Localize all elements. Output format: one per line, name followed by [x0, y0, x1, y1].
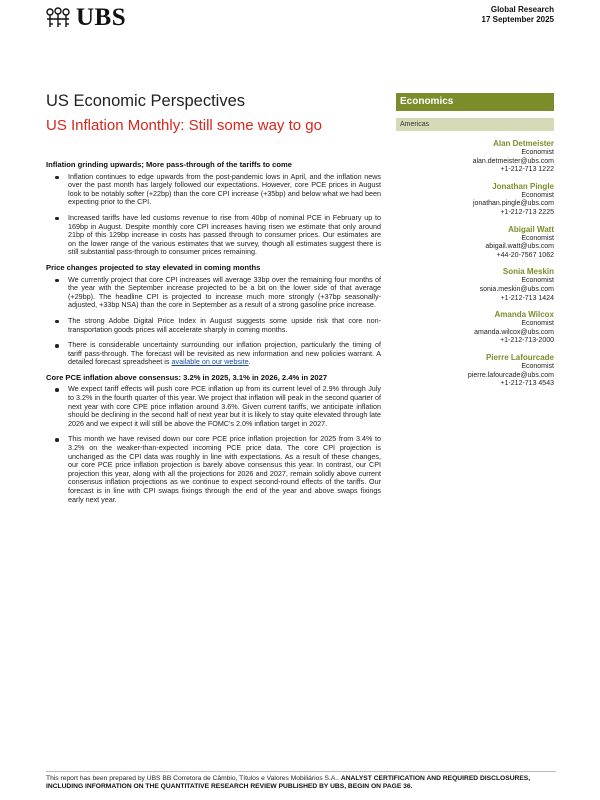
- analyst-phone: +1-212-713 4543: [500, 380, 554, 388]
- bullet-text: There is considerable uncertainty surrounding our inflation projection, particularly the timing of tariff pass-through. The forecast will be revisited as new information and new policies warrant. A detailed forecast spreadsheet is: [68, 340, 381, 367]
- analyst-name: Amanda Wilcox: [494, 310, 554, 320]
- bullet-item: We expect tariff effects will push core PCE inflation up from its current level of 2.9% through July to 3.2% in the fourth quarter of this year. We project that inflation will peak in the second quarter of next year with core CPE price inflation around 3.6%. Given current tariffs, we anticipate inflation should be declining in the second half of next year but it is likely to stay quite elevated through late 2026 and we expect it will still be above the FOMC's 2.0% inflation target in 2027.: [46, 385, 381, 428]
- bullet-item: This month we have revised down our core PCE price inflation projection for 2025 from 3.4% to 3.2% on the weaker-than-expected incoming PCE price data. The core CPI projection is unchanged as the CPI data was roughly in line with expectations. As a result of these changes, our core PCE price inflation projection is barely above consensus this year. In contrast, our CPI projection this year, along with all the projections for 2026 and 2027, remain solidly above current consensus inflation projections as we continue to expect second-round effects of the tariffs. Our forecast is in line with CPI swaps fixings through the end of the year and above swaps fixings early next year.: [46, 435, 381, 504]
- bullet-item: Inflation continues to edge upwards from the post-pandemic lows in April, and the inflation news over the past month has largely followed our expectations. However, core PCE prices in August look to be notably softer (+22bp) than the core CPI increase (+35bp) and below what we had been expecting prior to the CPI.: [46, 173, 381, 207]
- ubs-logo: [44, 4, 126, 32]
- analyst-email[interactable]: amanda.wilcox@ubs.com: [474, 328, 554, 336]
- analyst-name: Sonia Meskin: [502, 267, 554, 277]
- bullet-end: .: [248, 357, 251, 367]
- analyst-email[interactable]: alan.detmeister@ubs.com: [472, 157, 554, 165]
- analyst-phone: +1-212-713-2000: [500, 337, 554, 345]
- website-link[interactable]: available on our website: [171, 357, 249, 367]
- analyst-role: Economist: [521, 320, 554, 328]
- analyst-role: Economist: [521, 149, 554, 156]
- section-tag: Economics: [396, 93, 554, 111]
- analyst-card: [394, 267, 554, 303]
- analyst-name: Abigail Watt: [508, 224, 554, 234]
- analyst-email[interactable]: sonia.meskin@ubs.com: [479, 285, 554, 293]
- bullet-list: [46, 173, 381, 257]
- analyst-phone: +1-212-713 2225: [500, 208, 554, 216]
- analyst-card: [394, 353, 554, 389]
- report-header: [482, 5, 555, 25]
- series-title: US Economic Perspectives: [46, 92, 245, 110]
- analyst-email[interactable]: abigail.watt@ubs.com: [485, 243, 554, 251]
- footer-disclosure: ANALYST CERTIFICATION AND REQUIRED DISCLOSURES, INCLUDING INFORMATION ON THE QUANTITATIVE RESEARCH REVIEW PUBLISHED BY UBS, BEGIN ON PAGE 36.: [46, 775, 531, 791]
- analyst-name: Jonathan Pingle: [492, 181, 554, 191]
- bullet-list: [46, 276, 381, 367]
- report-date: 17 September 2025: [481, 15, 554, 24]
- analyst-name: Alan Detmeister: [493, 139, 554, 148]
- section-heading: Inflation grinding upwards; More pass-through of the tariffs to come: [46, 160, 292, 169]
- analyst-role: Economist: [521, 234, 554, 242]
- analyst-phone: +44-20-7567 1062: [496, 251, 554, 259]
- brand-name: UBS: [76, 4, 127, 31]
- analyst-role: Economist: [521, 362, 554, 370]
- analyst-list: [394, 139, 554, 396]
- analyst-name: Pierre Lafourcade: [485, 352, 554, 362]
- analyst-email[interactable]: jonathan.pingle@ubs.com: [472, 200, 554, 208]
- keys-logo-icon: [44, 7, 72, 29]
- region-tag: Americas: [396, 118, 554, 131]
- bullet-list: [46, 385, 381, 504]
- analyst-role: Economist: [521, 277, 554, 285]
- report-body: [46, 161, 381, 511]
- bullet-item: [46, 341, 381, 367]
- disclosure-footer: [46, 771, 556, 791]
- bullet-item: The strong Adobe Digital Price Index in August suggests some upside risk that core non-transportation goods prices will accelerate sharply in coming months.: [46, 317, 381, 334]
- analyst-card: [394, 182, 554, 218]
- analyst-phone: +1-212-713 1222: [500, 166, 554, 174]
- analyst-card: [394, 139, 554, 175]
- report-subtitle: US Inflation Monthly: Still some way to go: [46, 117, 322, 134]
- bullet-item: Increased tariffs have led customs revenue to rise from 40bp of nominal PCE in February up to 169bp in August. Despite monthly core CPI increases having risen we estimate that only around 21bp of this 129bp increase in costs has passed through to consumer prices. Our estimates are on the lower range of the various estimates that we survey, though all estimates suggest there is still substantial pass-through to consumer prices remaining.: [46, 214, 381, 257]
- analyst-card: [394, 310, 554, 346]
- analyst-card: [394, 225, 554, 261]
- analyst-email[interactable]: pierre.lafourcade@ubs.com: [467, 371, 554, 379]
- section-heading: Price changes projected to stay elevated in coming months: [46, 262, 261, 272]
- section-heading: Core PCE inflation above consensus: 3.2% in 2025, 3.1% in 2026, 2.4% in 2027: [46, 372, 328, 382]
- research-label: Global Research: [490, 5, 554, 14]
- analyst-role: Economist: [521, 191, 554, 199]
- bullet-item: We currently project that core CPI increases will average 33bp over the remaining four months of the year with the September increase projected to be a bit on the lower side of that average (+29bp). The headline CPI is projected to increase much more strongly (+37bp seasonally-adjusted, +33bp NSA) than the core in September as a result of a strong gasoline price increase.: [46, 276, 381, 310]
- analyst-phone: +1-212-713 1424: [500, 294, 554, 302]
- footer-prefix: This report has been prepared by UBS BB Corretora de Câmbio, Títulos e Valores Mobiliários S.A..: [46, 775, 341, 782]
